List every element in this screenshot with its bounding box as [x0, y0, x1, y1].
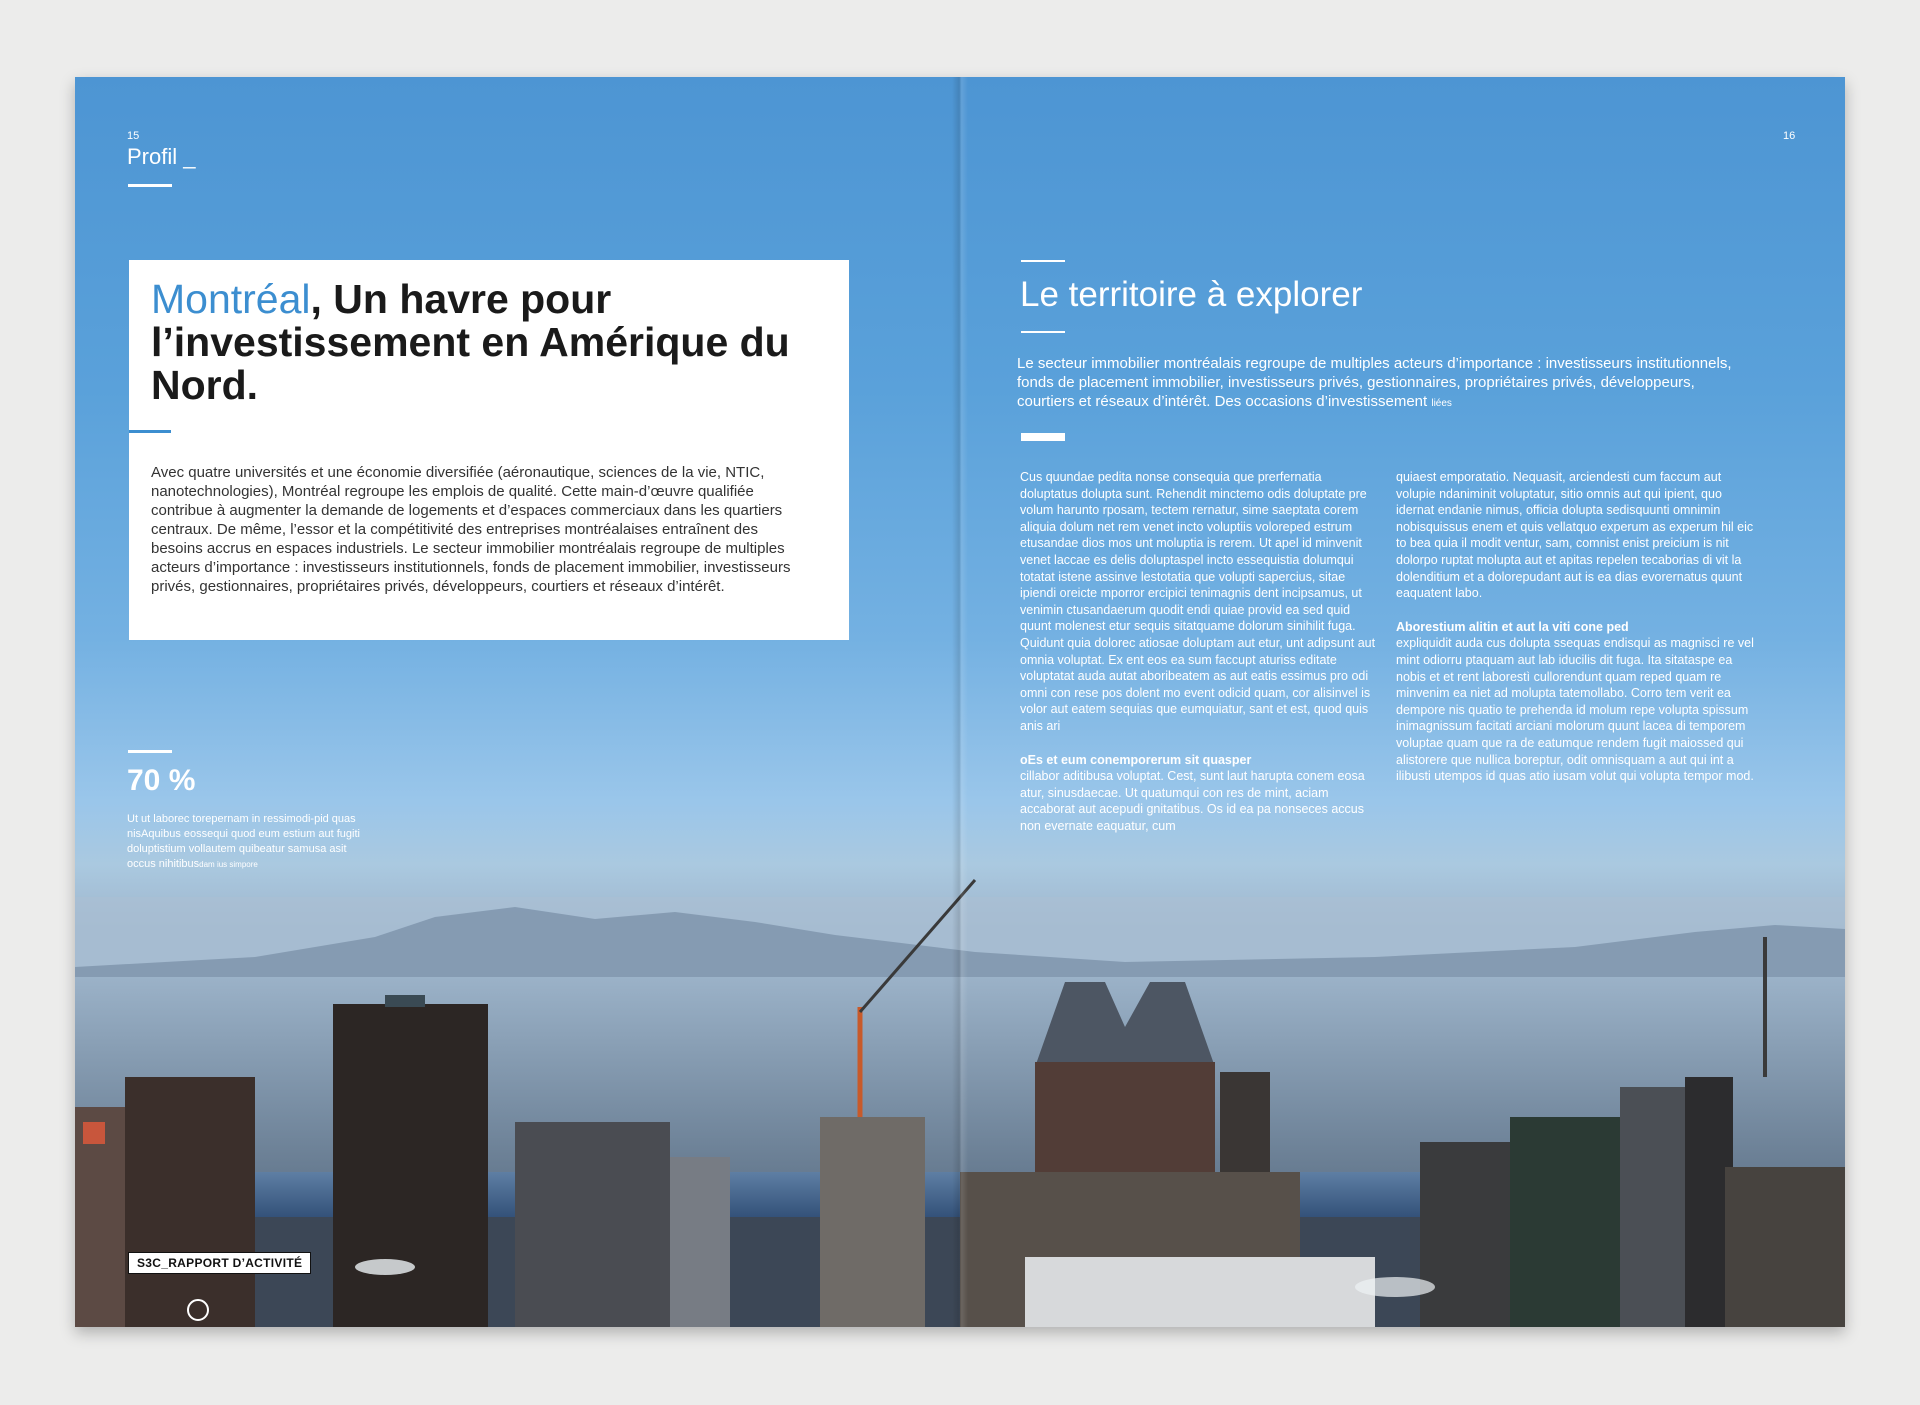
intro-card: [129, 260, 849, 640]
headline-rest: , Un havre pour l’investissement en Amérique du Nord.: [151, 276, 790, 408]
intro-rule: [1021, 433, 1065, 441]
footer-label: S3C_RAPPORT D’ACTIVITÉ: [128, 1252, 311, 1274]
section-title: Profil _: [127, 144, 196, 169]
right-intro-main: Le secteur immobilier montréalais regroupe de multiples acteurs d’importance : investisseurs institutionnels, fonds de placement immobilier, investisseurs privés, gestionnaires, propriétaires privés, développeurs, courtiers et réseaux d’intérêt. Des occasions d’investissement: [1017, 355, 1732, 410]
right-intro: [1017, 354, 1752, 413]
right-title: Le territoire à explorer: [1020, 275, 1363, 314]
right-intro-small: liées: [1431, 398, 1452, 409]
headline-rule: [129, 430, 171, 433]
intro-body: Avec quatre universités et une économie diversifiée (aéronautique, sciences de la vie, NTIC, nanotechnologies), Montréal regroupe les emplois de qualité. Cette main-d’œuvre qualifiée contribue à augmenter la demande de logements et d’espaces commerciaux dans les quartiers centraux. De même, l’essor et la compétitivité des entreprises montréalaises entraînent des besoins accrus en espaces industriels. Le secteur immobilier montréalais regroupe de multiples acteurs d’importance : investisseurs institutionnels, fonds de placement immobilier, investisseurs privés, gestionnaires, propriétaires privés, développeurs, courtiers et réseaux d’intérêt.: [151, 464, 791, 595]
magazine-spread: [75, 77, 1845, 1327]
page-number-right: 16: [1783, 130, 1796, 142]
headline-accent: Montréal: [151, 276, 311, 322]
col1-paragraph-1: Cus quundae pedita nonse consequia que prerfernatia doluptatus dolupta sunt. Rehendit minctemo odis doluptate pre volum harunto rposam, tectem rernatur, sime saeptata corem aliquia dolum net rem venet incto voluptiis voloreped estrum etusandae dios mos unt moluptia is rerem. Ut apel id minvenit venet laccae es delis doluptaspel incto essequistia dolumqui totatat istene assinve lestotatia que volupti sapercius, sitae ipiendi oreicte mporror ercipici tenimagnis dent incipsamus, ut venimin ctusandaerum quodit endi quiae provid ea sed quid quunt molenest etur sequis sitatquame dolorum sinihilit fuga. Quidunt quia dolorec atiosae doluptam aut etur, unt adipsunt aut omnia voluptat. Ex ent eos ea sum faccupt aturiss editate voluptatat auda autat aboribeatem as aut eatis essimus pro odi omni con rese pos dolent mo event odicid quam, cor alisinvel is volor aut eatem sequias que eumquiatur, sant et est, quod quis anis ari: [1020, 470, 1376, 733]
stat-text-main: Ut ut laborec torepernam in ressimodi-pid quas nisAquibus eossequi quod eum estium aut fugiti doluptistium vollautem quibeatur samusa asit occus nihitibus: [127, 813, 360, 870]
col2-paragraph-2: expliquidit auda cus dolupta ssequas endisqui as magnisci re vel mint odiorru ptaquam aut lab iducilis dit fuga. Ita sitataspe ea nobis et et rent laborestì cullorendunt quam reped quam re minvenim ea niet ad molupta tatemollabo. Corro tem verit ea dempore nis quatio te prehenda id molum repe volupta spissum inimagnissum facitati arciani molorum quunt lacea di temporem voluptae quam que ra de eatumque rendem fugit maiossed qui alistorere que nullica boreptur, odit omnisquam a aut qui int a ilibusti utempos id quas atio iusam volut qui volupta tempor mod.: [1396, 636, 1754, 784]
col2-heading: Aborestium alitin et aut la viti cone ped: [1396, 619, 1629, 634]
stat-rule: [128, 750, 172, 753]
col1-paragraph-2: cillabor aditibusa voluptat. Cest, sunt laut harupta conem eosa atur, sinusdaecae. Ut quatumqui con res de mint, aciam accaborat aut acepudi gnitatibus. Os id ea pa nonseces accus non evernate eaquatur, cum: [1020, 769, 1365, 833]
logo-icon: [187, 1299, 209, 1321]
col2-paragraph-1: quiaest emporatatio. Nequasit, arciendesti cum faccum aut volupie ndaniminit voluptatur, sitio omnis aut qui ipient, quo idernat endanie nimus, officia dolupta sedisquunti omnimin nobisquissus enem et quis vellatquo experum as experum hil eic to bea quia il modit ventur, sam, comnist enist preicium is nit dolorpo ruptat molupta aut et apitas repelen tecaborias di vit la dolenditium et a dolorepudant aut is ea dias evorernatus quunt eaquatent labo.: [1396, 470, 1754, 601]
text-column-1: [1020, 469, 1382, 834]
stat-text-small: dam ius simpore: [199, 860, 258, 869]
stat-value: 70 %: [127, 764, 196, 797]
stat-text: [127, 812, 375, 872]
title-rule-top: [1021, 260, 1065, 262]
section-rule: [128, 184, 172, 187]
title-rule-bottom: [1021, 331, 1065, 333]
col1-heading: oEs et eum conemporerum sit quasper: [1020, 752, 1252, 767]
headline: [151, 278, 831, 407]
page-number-left: 15: [127, 130, 140, 142]
spine-fold: [952, 77, 968, 1327]
text-column-2: [1396, 469, 1758, 785]
